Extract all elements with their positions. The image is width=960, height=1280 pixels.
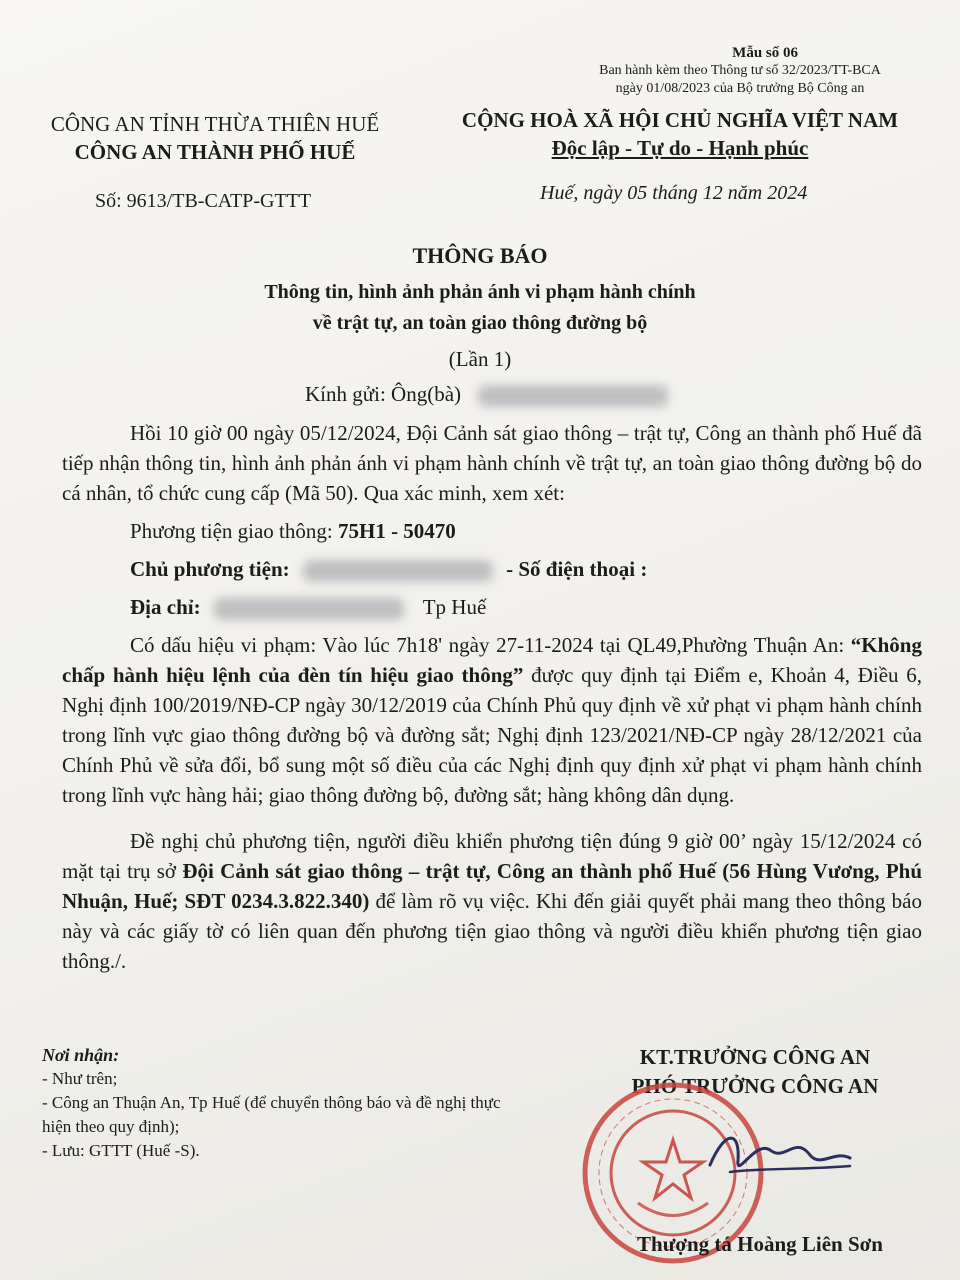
vehicle-plate: 75H1 - 50470 [337, 519, 456, 543]
form-number: Mẫu số 06 [732, 45, 798, 61]
address-line [62, 592, 922, 622]
form-issued-date: ngày 01/08/2023 của Bộ trưởng Bộ Công an [615, 81, 865, 96]
subtitle-line-1: Thông tin, hình ảnh phản ánh vi phạm hành chính [264, 281, 696, 303]
form-header [560, 44, 920, 98]
violation-rest: được quy định tại Điểm e, Khoản 4, Điều 6, Nghị định 100/2019/NĐ-CP ngày 30/12/2019 của Chính Phủ quy định về xử phạt vi phạm hành chính trong lĩnh vực giao thông đường bộ và đường sắt; Nghị định 123/2021/NĐ-CP ngày 28/12/2021 của Chính Phủ về sửa đổi, bổ sung một số điều của các Nghị định quy định xử phạt vi phạm hành chính trong lĩnh vực hàng hải; giao thông đường bộ, đường sắt; hàng không dân dụng. [62, 663, 922, 807]
national-header [420, 106, 940, 162]
paragraph-intro: Hồi 10 giờ 00 ngày 05/12/2024, Đội Cảnh sát giao thông – trật tự, Công an thành phố Huế đã tiếp nhận thông tin, hình ảnh phản ánh vi phạm hành chính về trật tự, an toàn giao thông đường bộ do cá nhân, tổ chức cung cấp (Mã 50). Qua xác minh, xem xét: [62, 421, 922, 505]
address-label: Địa chỉ: [130, 595, 201, 619]
recipient-item: - Như trên; [42, 1069, 118, 1088]
vehicle-label: Phương tiện giao thông: [130, 519, 338, 543]
phone-label: - Số điện thoại : [506, 557, 648, 581]
recipient-item: - Lưu: GTTT (Huế -S). [42, 1141, 200, 1160]
signature-title-2: PHÓ TRƯỞNG CÔNG AN [631, 1074, 879, 1098]
violation-name: “Không chấp hành hiệu lệnh của đèn tín hiệu giao thông” [62, 633, 922, 687]
national-motto: Độc lập - Tự do - Hạnh phúc [551, 136, 809, 160]
document-subtitle [0, 277, 960, 339]
owner-label: Chủ phương tiện: [130, 557, 290, 581]
document-date: Huế, ngày 05 tháng 12 năm 2024 [540, 182, 808, 204]
recipients-block [42, 1043, 522, 1163]
recipients-heading: Nơi nhận: [42, 1045, 120, 1065]
agency-header [20, 110, 410, 166]
agency-name: CÔNG AN THÀNH PHỐ HUẾ [74, 140, 356, 164]
document-body [62, 418, 922, 976]
redacted-address [214, 598, 404, 620]
national-name: CỘNG HOÀ XÃ HỘI CHỦ NGHĨA VIỆT NAM [461, 108, 899, 132]
paragraph-violation [62, 630, 922, 810]
request-place: Đội Cảnh sát giao thông – trật tự, Công an thành phố Huế (56 Hùng Vương, Phú Nhuận, Huế; SĐT 0234.3.822.340) [62, 859, 923, 913]
addressee-line [305, 382, 668, 407]
document-title: THÔNG BÁO [412, 243, 548, 268]
document-number: Số: 9613/TB-CATP-GTTT [95, 190, 312, 212]
vehicle-line [62, 516, 922, 546]
attempt-number: (Lần 1) [448, 347, 512, 371]
signature-title-1: KT.TRƯỞNG CÔNG AN [639, 1045, 871, 1069]
violation-intro: Có dấu hiệu vi phạm: Vào lúc 7h18' ngày 27-11-2024 tại QL49,Phường Thuận An: [130, 633, 851, 657]
handwritten-signature-icon [700, 1120, 860, 1190]
request-intro: Đề nghị chủ phương tiện, người điều khiển phương tiện đúng 9 giờ 00’ ngày 15/12/2024 có mặt tại trụ sở [62, 829, 922, 883]
address-city: Tp Huế [422, 595, 487, 619]
request-rest: để làm rõ vụ việc. Khi đến giải quyết phải mang theo thông báo này và các giấy tờ có liên quan đến phương tiện giao thông và người điều khiển phương tiện giao thông./. [62, 889, 922, 973]
recipient-item: - Công an Thuận An, Tp Huế (để chuyển thông báo và đề nghị thực hiện theo quy định); [42, 1093, 501, 1136]
agency-parent: CÔNG AN TỈNH THỪA THIÊN HUẾ [50, 112, 380, 136]
form-issued-with: Ban hành kèm theo Thông tư số 32/2023/TT-BCA [599, 63, 881, 78]
paragraph-request [62, 826, 922, 976]
redacted-owner [303, 560, 493, 582]
redacted-name [478, 385, 668, 407]
owner-line [62, 554, 922, 584]
subtitle-line-2: về trật tự, an toàn giao thông đường bộ [312, 312, 648, 334]
addressee-label: Kính gửi: Ông(bà) [305, 382, 462, 406]
signer-name: Thượng tá Hoàng Liên Sơn [637, 1232, 883, 1256]
